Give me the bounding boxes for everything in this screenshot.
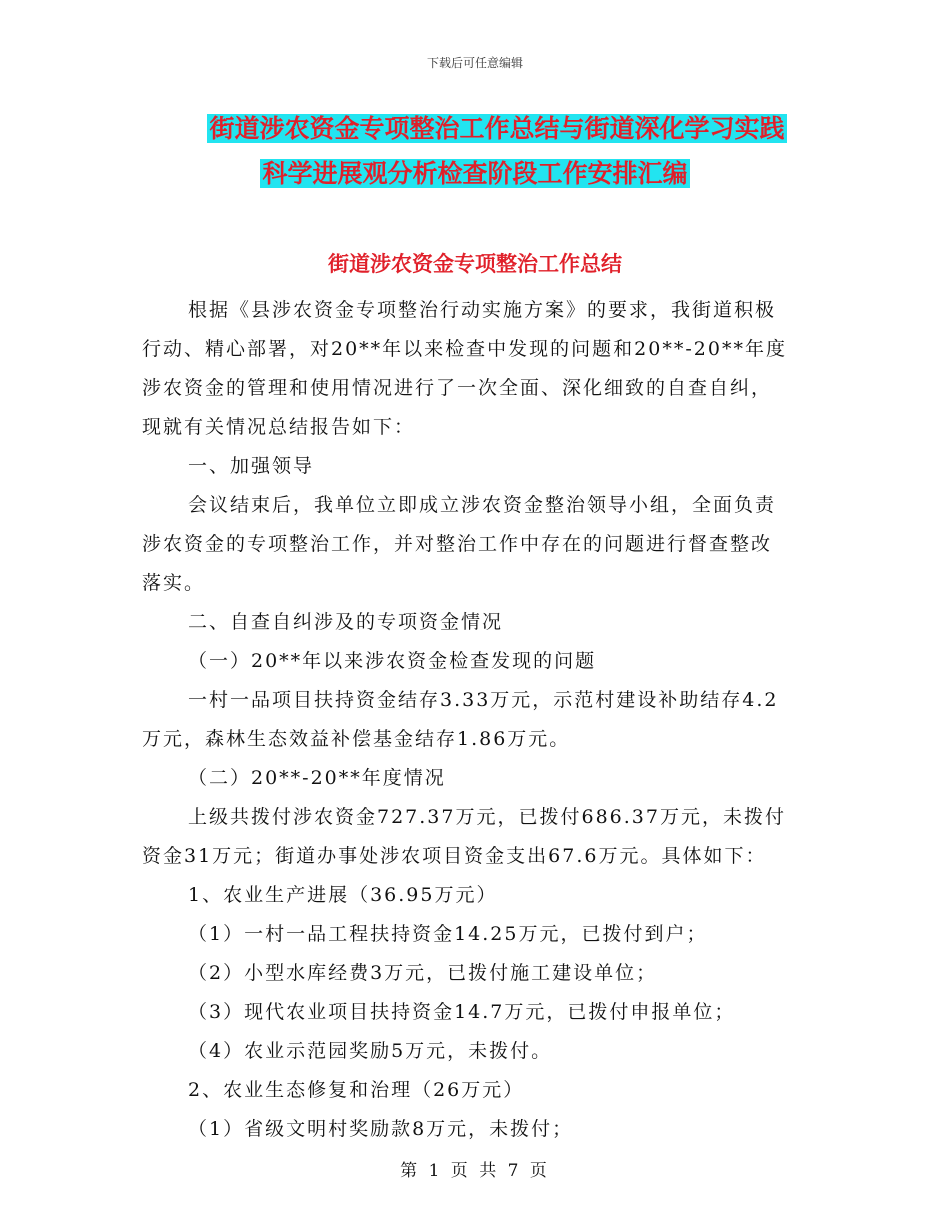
body-line: 会议结束后，我单位立即成立涉农资金整治领导小组，全面负责 — [188, 494, 777, 516]
header-note: 下载后可任意编辑 — [426, 56, 523, 70]
document-title-line-1 — [0, 112, 950, 146]
body-line: 2、农业生态修复和治理（26万元） — [188, 1079, 525, 1101]
title-highlight-2: 科学进展观分析检查阶段工作安排汇编 — [262, 159, 688, 188]
body-line: 万元，森林生态效益补偿基金结存1.86万元。 — [142, 728, 571, 750]
body-line: 资金31万元；街道办事处涉农项目资金支出67.6万元。具体如下： — [142, 845, 767, 867]
body-line: （3）现代农业项目扶持资金14.7万元，已拨付申报单位； — [188, 1001, 736, 1023]
body-line: （1）省级文明村奖励款8万元，未拨付； — [188, 1118, 574, 1140]
body-line: 二、自查自纠涉及的专项资金情况 — [188, 611, 504, 633]
body-line: 根据《县涉农资金专项整治行动实施方案》的要求，我街道积极 — [188, 299, 777, 321]
title-highlight-1: 街道涉农资金专项整治工作总结与街道深化学习实践 — [209, 114, 785, 143]
body-line: （1）一村一品工程扶持资金14.25万元，已拨付到户； — [188, 923, 708, 945]
body-line: 涉农资金的专项整治工作，并对整治工作中存在的问题进行督查整改 — [142, 533, 773, 555]
body-line: 一村一品项目扶持资金结存3.33万元，示范村建设补助结存4.2 — [188, 689, 779, 711]
body-line: 上级共拨付涉农资金727.37万元，已拨付686.37万元，未拨付 — [188, 806, 786, 828]
body-line: （4）农业示范园奖励5万元，未拨付。 — [188, 1040, 553, 1062]
body-line: 涉农资金的管理和使用情况进行了一次全面、深化细致的自查自纠， — [142, 377, 773, 399]
body-line: （一）20**年以来涉农资金检查发现的问题 — [188, 650, 597, 672]
body-line: （2）小型水库经费3万元，已拨付施工建设单位； — [188, 962, 658, 984]
document-body — [142, 291, 812, 1149]
page-footer: 第 1 页 共 7 页 — [400, 1161, 550, 1181]
body-line: 行动、精心部署，对20**年以来检查中发现的问题和20**-20**年度 — [142, 338, 787, 360]
body-line: （二）20**-20**年度情况 — [188, 767, 446, 789]
section-title: 街道涉农资金专项整治工作总结 — [328, 251, 622, 276]
body-line: 一、加强领导 — [188, 455, 315, 477]
body-line: 1、农业生产进展（36.95万元） — [188, 884, 498, 906]
body-line: 落实。 — [142, 572, 206, 594]
document-title-line-2 — [0, 157, 950, 191]
body-line: 现就有关情况总结报告如下： — [142, 416, 416, 438]
